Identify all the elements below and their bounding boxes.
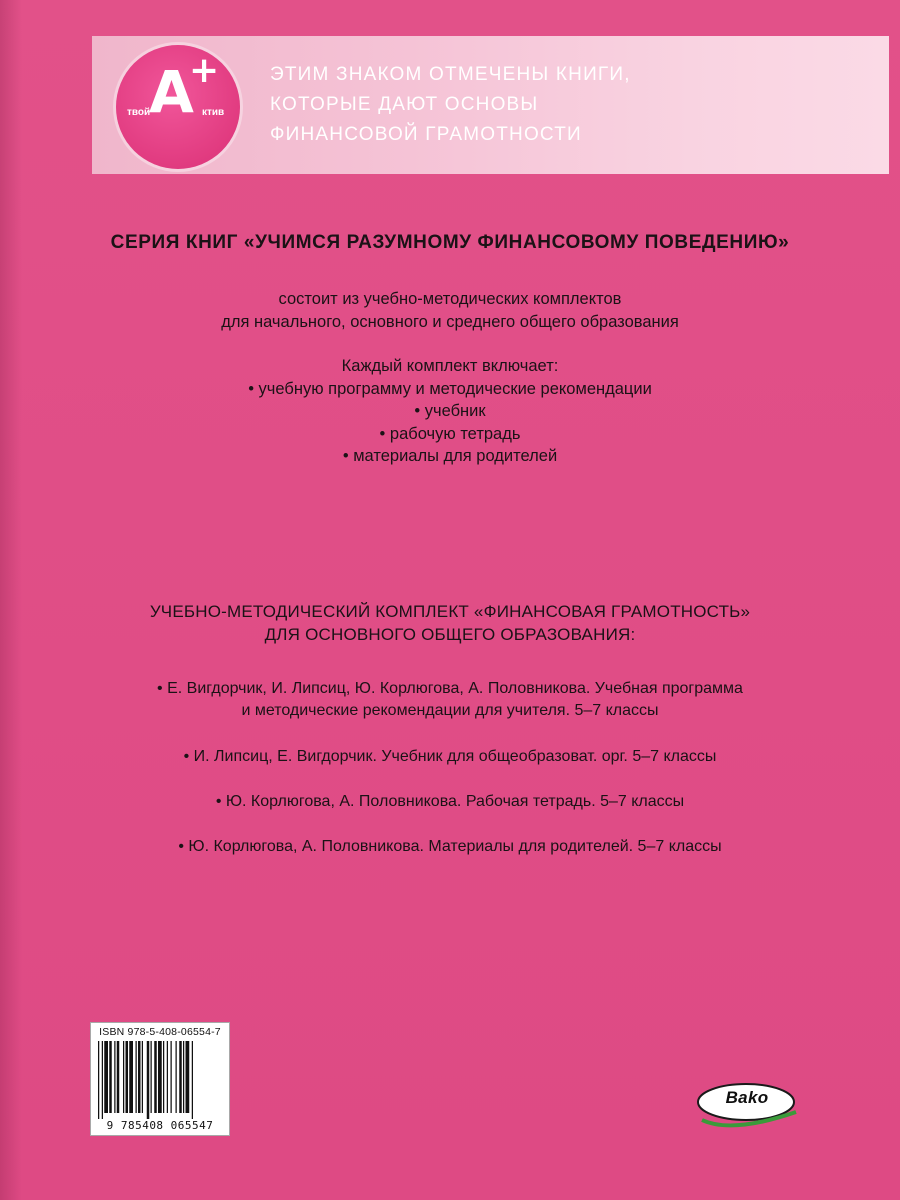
financial-literacy-badge-icon [116,45,240,169]
book-entry [40,678,860,722]
book-entry [40,836,860,858]
cover-edge-shadow [0,0,22,1200]
kit-item: • учебник [414,402,486,420]
banner-line: ЭТИМ ЗНАКОМ ОТМЕЧЕНЫ КНИГИ, [270,64,631,85]
series-description [40,288,860,333]
umk-title-line: ДЛЯ ОСНОВНОГО ОБЩЕГО ОБРАЗОВАНИЯ: [264,625,636,644]
badge-left-word: твой [127,107,151,118]
book-line: • Ю. Корлюгова, А. Половникова. Рабочая тетрадь. 5–7 классы [215,793,685,810]
barcode-bars-icon [96,1041,224,1119]
kit-contents [40,355,860,468]
kit-heading: Каждый комплект включает: [341,357,559,375]
umk-title [40,600,860,646]
book-line: • Ю. Корлюгова, А. Половникова. Материалы для родителей. 5–7 классы [178,838,722,855]
kit-item: • материалы для родителей [342,447,558,465]
book-line: • Е. Вигдорчик, И. Липсиц, Ю. Корлюгова, А. Половникова. Учебная программа [157,680,743,697]
description-line: состоит из учебно-методических комплектов [278,290,622,308]
book-entry [40,746,860,768]
umk-title-line: УЧЕБНО-МЕТОДИЧЕСКИЙ КОМПЛЕКТ «ФИНАНСОВАЯ ГРАМОТНОСТЬ» [149,602,751,621]
badge-letter: A [149,58,194,126]
banner-text [270,60,830,150]
book-entry [40,791,860,813]
isbn-number: ISBN 978-5-408-06554-7 [99,1026,221,1038]
barcode-digits: 9 785408 065547 [106,1119,214,1132]
description-line: для начального, основного и среднего общего образования [221,312,679,331]
series-title: СЕРИЯ КНИГ «УЧИМСЯ РАЗУМНОМУ ФИНАНСОВОМУ ПОВЕДЕНИЮ» [110,232,790,253]
banner-line: ФИНАНСОВОЙ ГРАМОТНОСТИ [270,124,582,145]
publisher-name: Bako [725,1088,769,1107]
banner-line: КОТОРЫЕ ДАЮТ ОСНОВЫ [270,94,539,115]
kit-item: • рабочую тетрадь [379,424,521,443]
kit-item: • учебную программу и методические рекомендации [248,379,652,398]
book-line: • И. Липсиц, Е. Вигдорчик. Учебник для общеобразоват. орг. 5–7 классы [183,748,717,765]
badge-right-word: ктив [202,107,225,118]
isbn-barcode [90,1022,230,1136]
book-line: и методические рекомендации для учителя. 5–7 классы [241,702,659,719]
badge-plus: + [189,50,220,91]
